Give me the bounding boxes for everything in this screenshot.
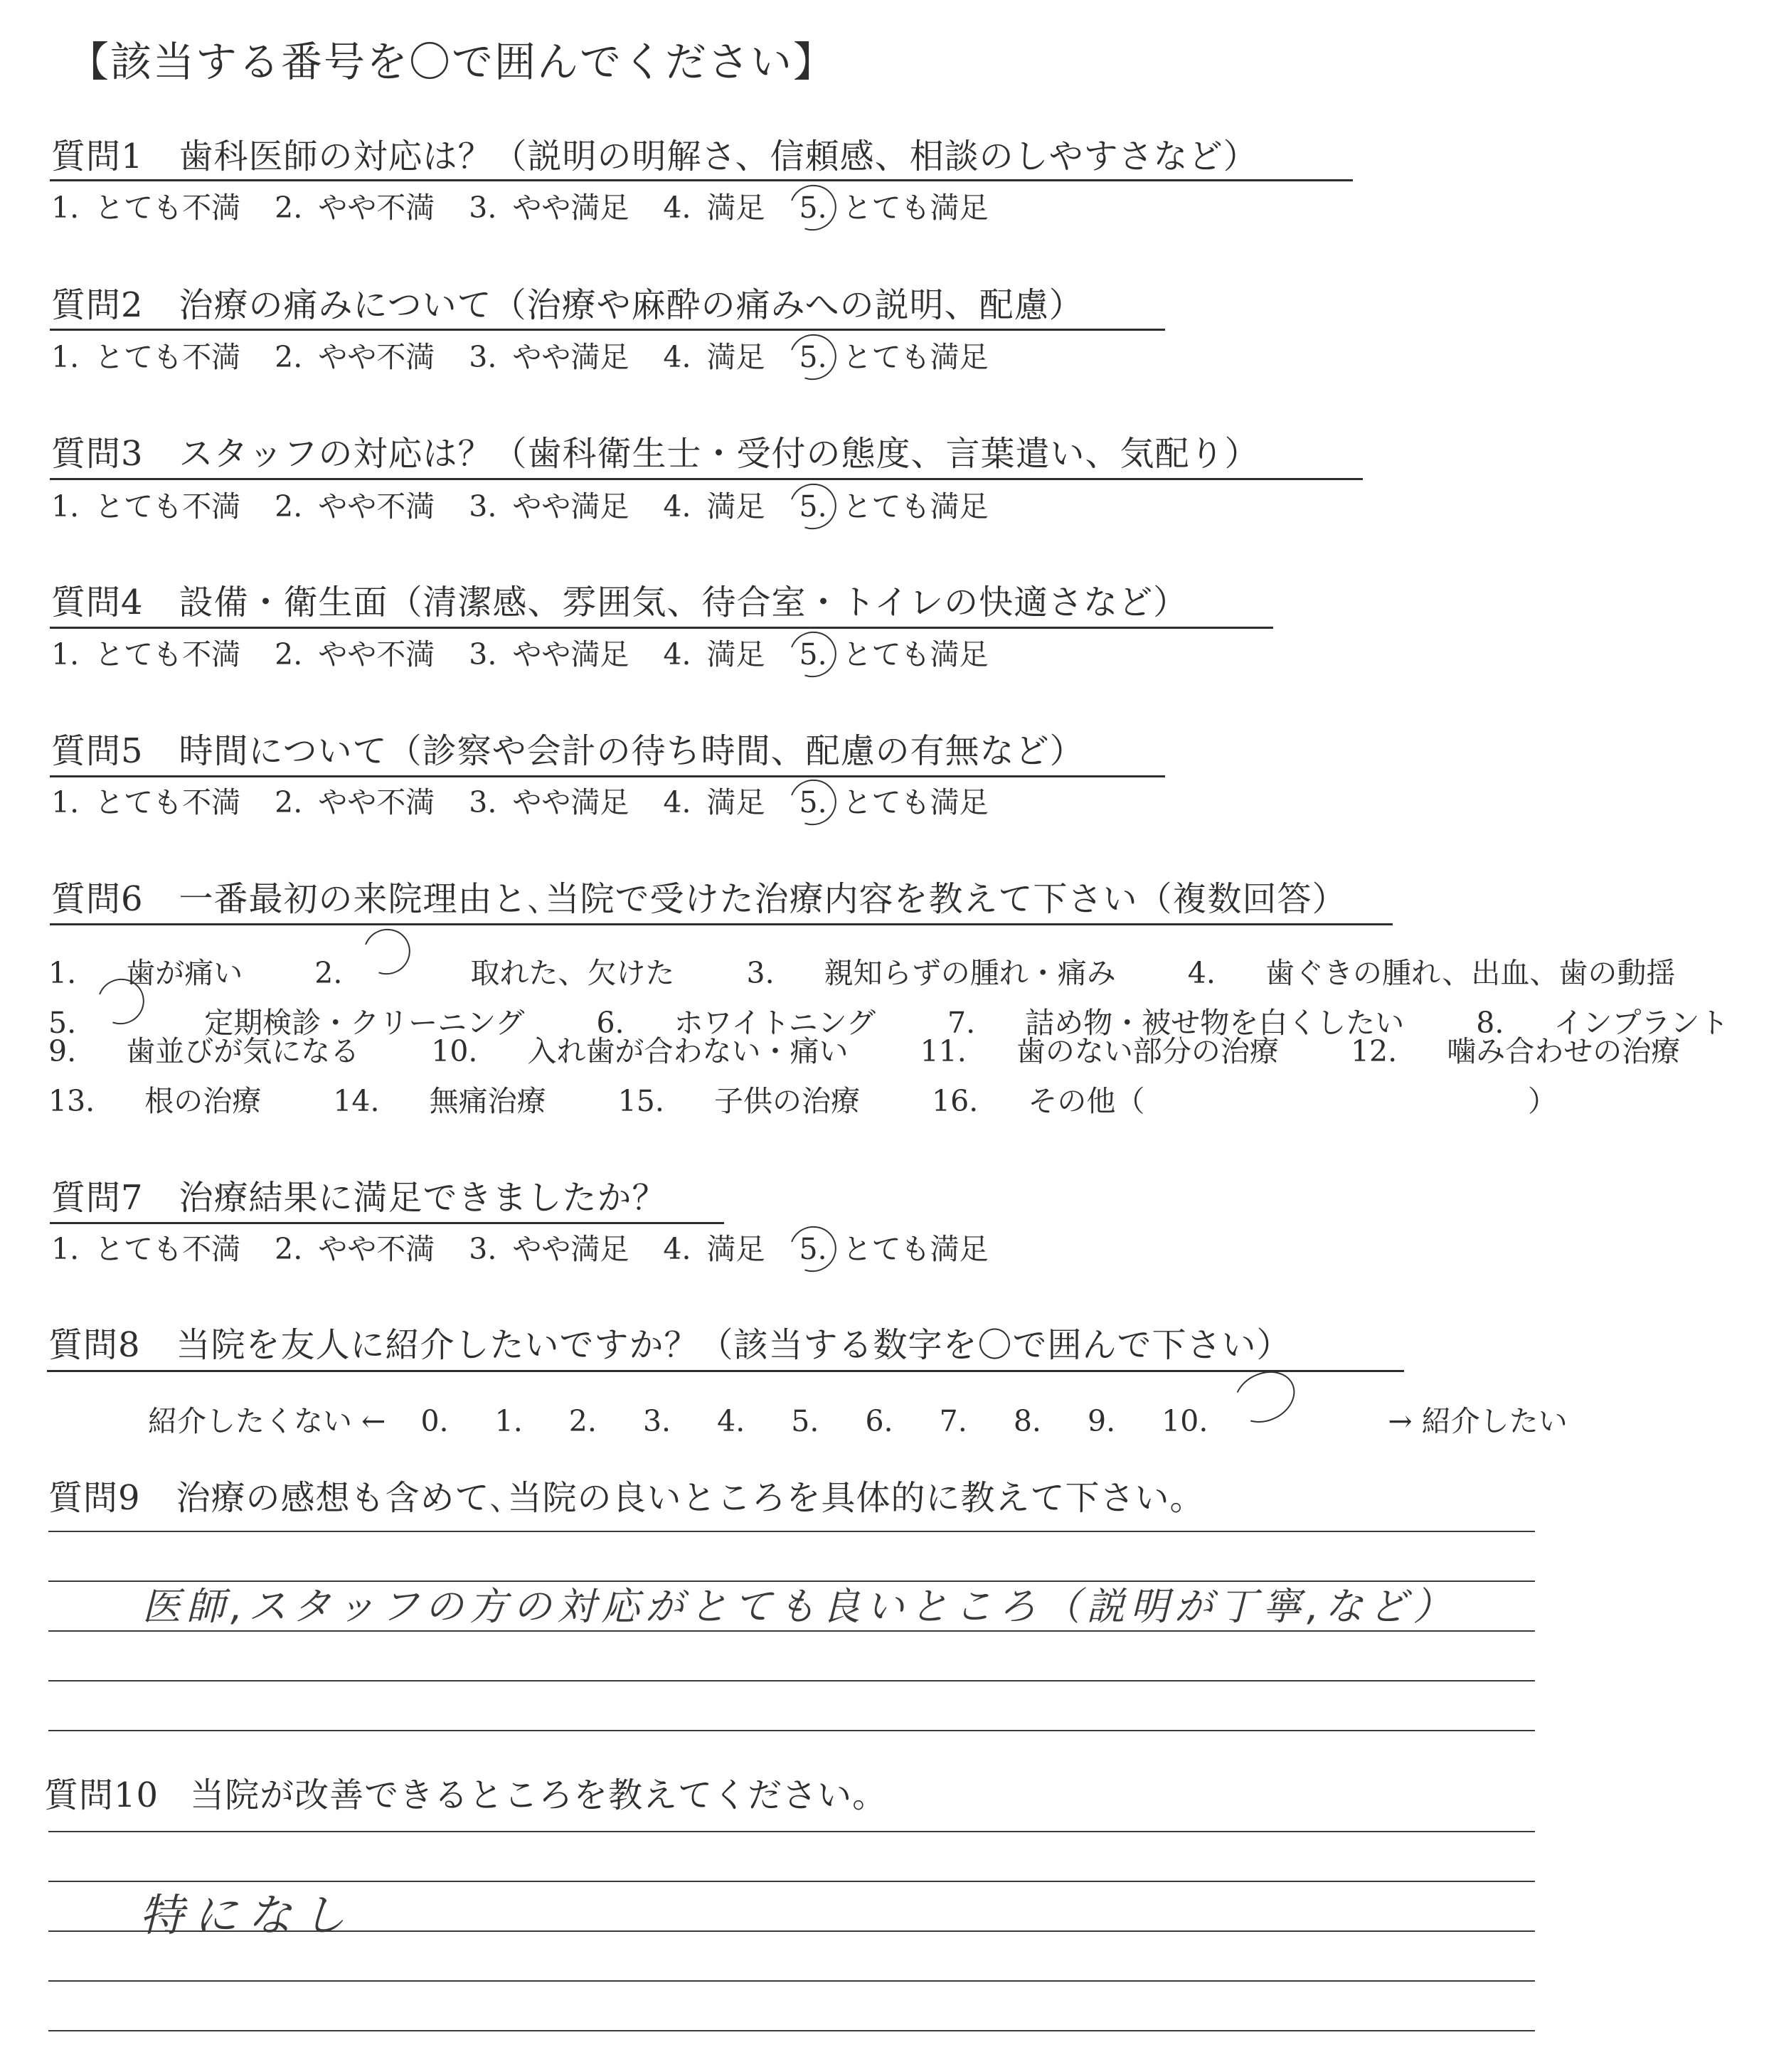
question-8-title: 質問8 当院を友人に紹介したいですか？（該当する数字を〇で囲んで下さい） [48, 1325, 1292, 1365]
question-5-options: 1. とても不満 2. やや不満 3. やや満足 4. 満足 5. とても満足 [51, 788, 1023, 817]
question-1-options: 1. とても不満 2. やや不満 3. やや満足 4. 満足 5. とても満足 [51, 193, 1023, 223]
question-3-title: 質問3 スタッフの対応は？（歯科衛生士・受付の態度、言葉遣い、気配り） [51, 434, 1260, 474]
question-6-title: 質問6 一番最初の来院理由と､当院で受けた治療内容を教えて下さい（複数回答） [51, 879, 1347, 919]
answer-line [48, 1680, 1535, 1681]
circle-mark [782, 1218, 844, 1280]
question-number: 質問1 [51, 137, 144, 176]
underline [50, 627, 1273, 629]
q10-handwritten-answer: 特になし [139, 1889, 356, 1941]
selected-option: 5. [799, 191, 827, 225]
selected-option: 5. [48, 1006, 77, 1040]
answer-line [48, 1730, 1535, 1731]
circle-mark [782, 772, 844, 833]
selected-option: 10. [1162, 1404, 1208, 1438]
q6-options-row-4: 13. 根の治療 14. 無痛治療 15. 子供の治療 16. その他（ [48, 1084, 1145, 1118]
question-4-title: 質問4 設備・衛生面（清潔感、雰囲気、待合室・トイレの快適さなど） [51, 583, 1189, 622]
answer-line [48, 1831, 1535, 1832]
underline [50, 478, 1363, 480]
q6-options-row-3: 9. 歯並びが気になる 10. 入れ歯が合わない・痛い 11. 歯のない部分の治療 12. 噛み合わせの治療 [48, 1034, 1681, 1068]
page-title: 【該当する番号を〇で囲んでください】 [68, 38, 836, 86]
circle-mark [356, 921, 418, 982]
circle-mark [782, 177, 844, 238]
selected-option: 5. [799, 785, 827, 819]
answer-line [48, 1580, 1535, 1582]
question-text: 歯科医師の対応は？（説明の明解さ、信頼感、相談のしやすさなど） [179, 137, 1258, 176]
selected-option: 5. [799, 1232, 827, 1266]
circle-mark [782, 326, 844, 388]
circle-mark [782, 476, 844, 537]
answer-line [48, 2030, 1535, 2031]
scale-right-label: → 紹介したい [1388, 1404, 1568, 1438]
answer-line [48, 1531, 1535, 1532]
selected-option: 5. [799, 340, 827, 374]
underline [50, 923, 1393, 925]
question-3-options: 1. とても不満 2. やや不満 3. やや満足 4. 満足 5. とても満足 [51, 492, 1023, 521]
underline [50, 1222, 724, 1224]
q6-options-row-2: 5. 定期検診・クリーニング 6. ホワイトニング 7. 詰め物・被せ物を白くしたい 8. インプラント [48, 987, 1791, 1038]
question-7-options: 1. とても不満 2. やや不満 3. やや満足 4. 満足 5. とても満足 [51, 1235, 1023, 1264]
q6-other-close-paren: ） [1528, 1084, 1557, 1118]
question-1-title [51, 139, 1258, 174]
question-2-options: 1. とても不満 2. やや不満 3. やや満足 4. 満足 5. とても満足 [51, 343, 1023, 372]
circle-mark [1226, 1362, 1303, 1433]
answer-line [48, 1630, 1535, 1632]
selected-option: 5. [799, 489, 827, 524]
scale-left-label: 紹介したくない ← [148, 1404, 386, 1438]
question-7-title: 質問7 治療結果に満足できましたか？ [51, 1178, 667, 1218]
answer-line [48, 1980, 1535, 1982]
question-2-title: 質問2 治療の痛みについて（治療や麻酔の痛みへの説明、配慮） [51, 285, 1084, 325]
selected-option: 2. [314, 956, 343, 990]
underline [50, 775, 1165, 777]
q8-scale: 紹介したくない ← 0. 1. 2. 3. 4. 5. 6. 7. 8. 9. 10. → 紹介したい [148, 1383, 1568, 1436]
question-4-options: 1. とても不満 2. やや不満 3. やや満足 4. 満足 5. とても満足 [51, 640, 1023, 669]
underline [47, 1370, 1404, 1372]
answer-line [48, 1881, 1535, 1882]
question-10-title: 質問10 当院が改善できるところを教えてください。 [44, 1775, 888, 1815]
question-9-title: 質問9 治療の感想も含めて､当院の良いところを具体的に教えて下さい。 [48, 1478, 1205, 1518]
selected-option: 5. [799, 637, 827, 671]
circle-mark [782, 624, 844, 685]
underline [50, 329, 1165, 331]
question-5-title: 質問5 時間について（診察や会計の待ち時間、配慮の有無など） [51, 731, 1085, 771]
q9-handwritten-answer: 医師,スタッフの方の対応がとても良いところ（説明が丁寧,など） [142, 1584, 1457, 1629]
underline [50, 179, 1353, 181]
q6-options-row-1: 1. 歯が痛い 2. 取れた、欠けた 3. 親知らずの腫れ・痛み 4. 歯ぐきの腫れ、出血、歯の動揺 [48, 937, 1738, 988]
